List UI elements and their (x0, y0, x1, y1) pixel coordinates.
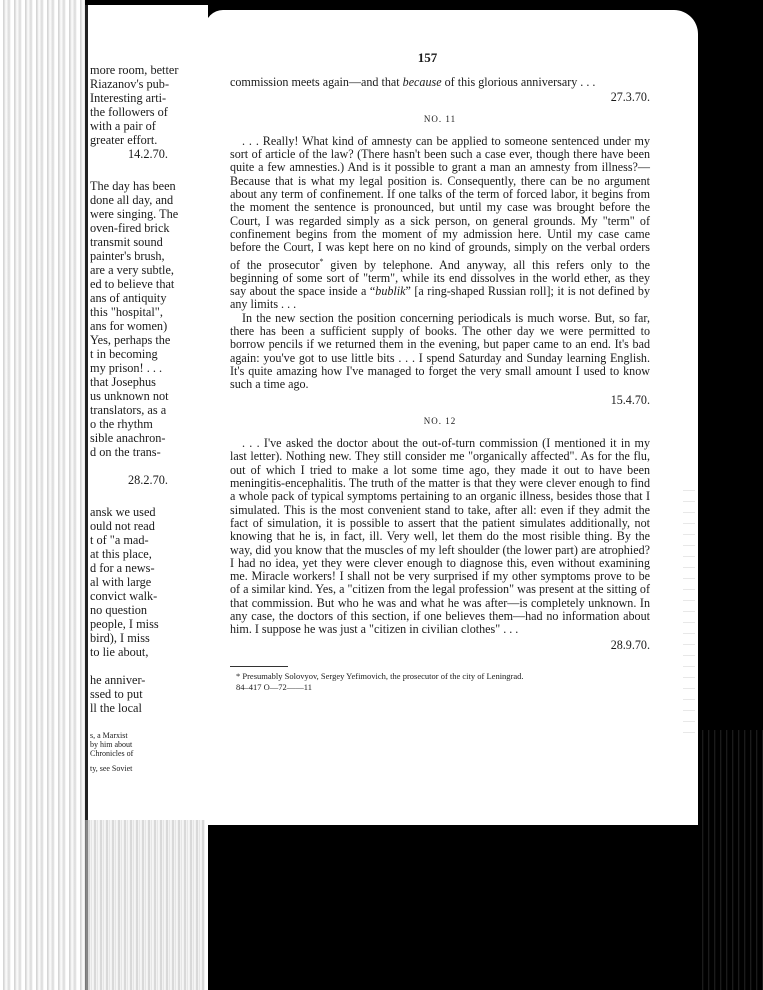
left-page-line: at this place, (90, 547, 152, 561)
left-page-line: Riazanov's pub- (90, 77, 170, 91)
right-scan-noise (698, 730, 763, 990)
left-page-line: d on the trans- (90, 445, 161, 459)
left-page-line: he anniver- (90, 673, 146, 687)
left-page-line: painter's brush, (90, 249, 165, 263)
left-page-line: convict walk- (90, 589, 158, 603)
page-number: 157 (417, 50, 438, 65)
print-code: 84–417 O—72——11 (236, 681, 312, 692)
footnote-rule (230, 666, 288, 667)
intro-paragraph: commission meets again—and that because of this glorious anniversary . . . (230, 75, 596, 89)
left-page-line: done all day, and (90, 193, 174, 207)
left-page-line: this "hospital", (90, 305, 163, 319)
left-page-line: more room, better (90, 63, 179, 77)
left-page-line: were singing. The (90, 207, 179, 221)
section-heading: NO. 11 (423, 113, 457, 124)
left-page-line: ssed to put (90, 687, 143, 701)
left-page-line: Interesting arti- (90, 91, 167, 105)
left-page-line: greater effort. (90, 133, 158, 147)
left-page-line: ans for women) (90, 319, 168, 333)
left-page-line: 28.2.70. (128, 473, 168, 487)
left-scan-noise (85, 820, 205, 990)
page-157 (205, 10, 698, 825)
left-page-line: no question (90, 603, 148, 617)
left-page-line: 14.2.70. (128, 147, 168, 161)
left-page-line: people, I miss (90, 617, 159, 631)
left-scan-edge (0, 0, 85, 990)
left-page-line: transmit sound (90, 235, 163, 249)
paragraph: In the new section the position concerning periodicals is much worse. But, so far, there has been a sufficient supply of books. The other day we were permitted to borrow pencils if we returned them in the evening, but paper came to an end. It's bad again: you've got to use little bits . . . I spend Saturday and Sunday learning English. It's quite amazing how I've managed to forget the very small amount I used to know such a time ago. (230, 310, 650, 392)
left-page-line: sible anachron- (90, 431, 166, 445)
left-page-line: bird), I miss (90, 631, 150, 645)
left-page-line: al with large (90, 575, 152, 589)
paragraph: . . . Really! What kind of amnesty can be applied to someone sentenced under my sort of article of the law? (There hasn't been such a case ever, though there have been quite a few amnesties.) And is it possible to grant a man an amnesty from illness?—Because that is what my legal position is. Consequently, there can be no argument about any term of confinement. If one talks of the term of forced labor, it begins from the moment the sentence is pronounced, but until my case was brought before the Court, I was regarded simply as a sick person, on general grounds. My "term" of confinement begins from the moment of my admission here. Until my case came before the Court, I was kept here on no kind of grounds, simply on the verbal orders of the prosecutor* given by telephone. And anyway, all this refers only to the beginning of some sort of "term", while its end dissolves in the world ether, as they say about the space inside a “bublik” [a ring-shaped Russian roll]; it is not defined by any limits . . . (230, 133, 650, 312)
left-page-line: o the rhythm (90, 417, 153, 431)
left-page-line: us unknown not (90, 389, 169, 403)
left-page-line: are a very subtle, (90, 263, 174, 277)
left-page-line: oven-fired brick (90, 221, 170, 235)
footnote: * Presumably Solovyov, Sergey Yefimovich, the prosecutor of the city of Leningrad. (236, 670, 524, 681)
letter-date: 28.9.70. (610, 637, 650, 652)
left-page-line: the followers of (90, 105, 168, 119)
left-page-line: ty, see Soviet (90, 764, 133, 773)
left-page-line: ans of antiquity (90, 291, 167, 305)
left-page-line: Chronicles of (90, 749, 134, 758)
left-page-line: ll the local (90, 701, 142, 715)
left-page-line: The day has been (90, 179, 176, 193)
left-page-line: t of "a mad- (90, 533, 149, 547)
left-page-line: ould not read (90, 519, 155, 533)
left-page-line: by him about (90, 740, 133, 749)
left-page-line: my prison! . . . (90, 361, 163, 375)
left-page-line: ansk we used (90, 505, 156, 519)
left-page-line: d for a news- (90, 561, 155, 575)
page-text (230, 76, 650, 693)
left-page-line: translators, as a (90, 403, 167, 417)
letter-date: 15.4.70. (610, 392, 650, 407)
left-page-line: ed to believe that (90, 277, 175, 291)
left-page-line: that Josephus (90, 375, 156, 389)
paragraph: . . . I've asked the doctor about the out-of-turn commission (I mentioned it in my last letter). Nothing new. They still consider me "organically affected". As for the flu, out of which I tried to make a lot some time ago, they made it out to have been meningitis-encephalitis. The truth of the matter is that they were clever enough to find a whole pack of typical symptoms pertaining to an organic illness, besides those that I simulated. This is the most convenient stand to take, after all: even if they admit the fact of simulation, it is possible to assert that the patient simulates additionally, not knowing that he is, in fact, ill. Very well, let them do the most risible thing. By the way, did you know that the muscles of my left shoulder (the lower part) are atrophied? I had no idea, yet they were clever enough to diagnose this, even without examining me. Miracle workers! I shall not be very surprised if my other symptoms prove to be of a similar kind. Yes, a "citizen from the legal profession" was present at the sitting of that commission. But who he was and what he was after—is completely unknown. In any case, the doctors of this section, if one believes them—had no information about him. I suppose he was just a "citizen in civilian clothes" . . . (230, 436, 650, 637)
edge-marks (683, 480, 695, 740)
letter-date: 27.3.70. (610, 90, 650, 105)
left-page-line: Yes, perhaps the (90, 333, 171, 347)
left-page-line: with a pair of (90, 119, 156, 133)
section-heading: NO. 12 (423, 415, 457, 426)
left-page-line: s, a Marxist (90, 731, 128, 740)
left-page-line: to lie about, (90, 645, 149, 659)
left-page-line: t in becoming (90, 347, 158, 361)
